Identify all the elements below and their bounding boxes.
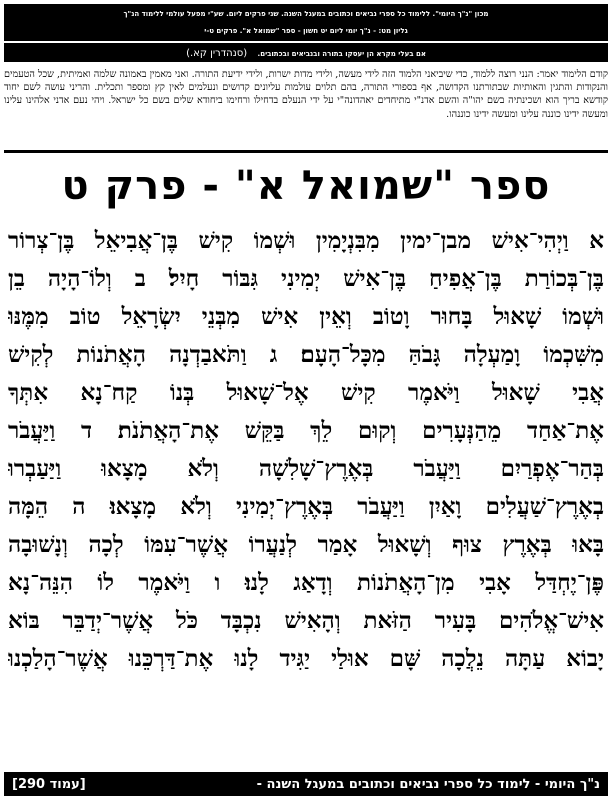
footer-banner [4, 772, 608, 796]
quote-line [4, 45, 608, 63]
quote-text: אם בעלי מקרא הן יעסקו בתורה ובנביאים ובכתובים. [257, 50, 426, 58]
institute-line: מכון "נ"ך היומי". ללימוד כל ספרי נביאים וכתובים במעגל השנה. שני פרקים ליום. שע"י מפעל עולמי ללימוד הנ"ך [123, 10, 489, 18]
quote-source: (סנהדרין קא.) [186, 48, 248, 59]
issue-line: גליון מט: - נ"ך יומי ליום יט חשון - ספר "שמואל א". פרקים ט-י [204, 27, 408, 35]
text-line: פֶּן־יֶחְדַּל אָבִי מִן־הָאֲתֹנוֹת וְדָאַג לָנוּ׃ ו וַיֹּאמֶר לוֹ הִנֵּה־נָא [8, 569, 604, 596]
text-line: בְאֶרֶץ־שַׁעֲלִים וָאַיִן וַיַּעֲבֹר בְּאֶרֶץ־יְמִינִי וְלֹא מָצָאוּ׃ ה הֵמָּה [8, 493, 604, 520]
footer-text: נ"ך היומי - לימוד כל ספרי נביאים וכתובים במעגל השנה - [256, 776, 600, 792]
text-line: אִישׁ־אֱלֹהִים בָּעִיר הַזֹּאת וְהָאִישׁ נִכְבָּד כֹּל אֲשֶׁר־יְדַבֵּר בּוֹא [8, 607, 604, 634]
text-line: בָּאוּ בְּאֶרֶץ צוּף וְשָׁאוּל אָמַר לְנַעֲרוֹ אֲשֶׁר־עִמּוֹ לְכָה וְנָשׁוּבָה [8, 531, 604, 558]
text-line: מִשִּׁכְמוֹ וָמַעְלָה גָּבֹהַּ מִכָּל־הָעָם׃ ג וַתֹּאבַדְנָה הָאֲתֹנוֹת לְקִישׁ [8, 341, 604, 368]
page-number: [עמוד 290] [12, 776, 86, 792]
text-line: א וַיְהִי־אִישׁ מבן־ימין מִבִּנְיָמִין וּשְׁמוֹ קִישׁ בֶּן־אֲבִיאֵל בֶּן־צְרוֹר [8, 227, 604, 254]
prayer-paragraph [4, 68, 608, 148]
text-line: אֶת־אַחַד מֵהַנְּעָרִים וְקוּם לֵךְ בַּקֵּשׁ אֶת־הָאֲתֹנֹת׃ ד וַיַּעֲבֹר [8, 417, 604, 444]
top-rule [4, 150, 608, 153]
text-line: יָבוֹא עַתָּה נֵלֲכָה שָּׁם אוּלַי יַגִּיד לָנוּ אֶת־דַּרְכֵּנוּ אֲשֶׁר־הָלַכְנוּ [8, 645, 604, 672]
scripture-text [8, 222, 604, 767]
text-line: אֲבִי שָׁאוּל וַיֹּאמֶר קִישׁ אֶל־שָׁאוּל בְּנוֹ קַח־נָא אִתְּךָ [8, 379, 604, 406]
prayer-text: קודם הלימוד יאמר: הנני רוצה ללמוד, כדי שיביאני הלמוד הזה לידי מעשה, ולידי מדות ישרות, ולידי ידיעת התורה. ואני מאמין באמונה שלמה ואמיתית, שכל הטעמים והנקודות והתגין והאותיות שבתורתנו הקדושה, אף בספורי התורה, בהם תלוים עולמות עליונים קדושים ונעלמים לאין קץ ומספר ותכלית. והריני עושה לשם יחוד קודשא בריך הוא ושכינתיה בשם יהו"ה והשם אדנ"י מתיחדים יאהדונה"י על ידי הנעלם בדחילו ורחימו ביחודא שלים בשם כל ישראל. ויהי נעם אדני אלהינו עלינו ומעשה ידינו כוננה עלינו ומעשה ידינו כוננהו. [4, 69, 608, 120]
chapter-title: ספר "שמואל א" - פרק ט [61, 163, 551, 209]
header-banner [4, 4, 608, 62]
header-divider [4, 41, 608, 43]
text-line: וּשְׁמוֹ שָׁאוּל בָּחוּר וָטוֹב וְאֵין אִישׁ מִבְּנֵי יִשְׂרָאֵל טוֹב מִמֶּנּוּ [8, 303, 604, 330]
text-line: בֶּן־בְּכוֹרַת בֶּן־אֲפִיחַ בֶּן־אִישׁ יְמִינִי גִּבּוֹר חָיִל׃ ב וְלוֹ־הָיָה בֵן [8, 265, 604, 292]
document-page [4, 4, 608, 796]
text-line: בְּהַר־אֶפְרַיִם וַיַּעֲבֹר בְּאֶרֶץ־שָׁלִשָׁה וְלֹא מָצָאוּ וַיַּעַבְרוּ [8, 455, 604, 482]
